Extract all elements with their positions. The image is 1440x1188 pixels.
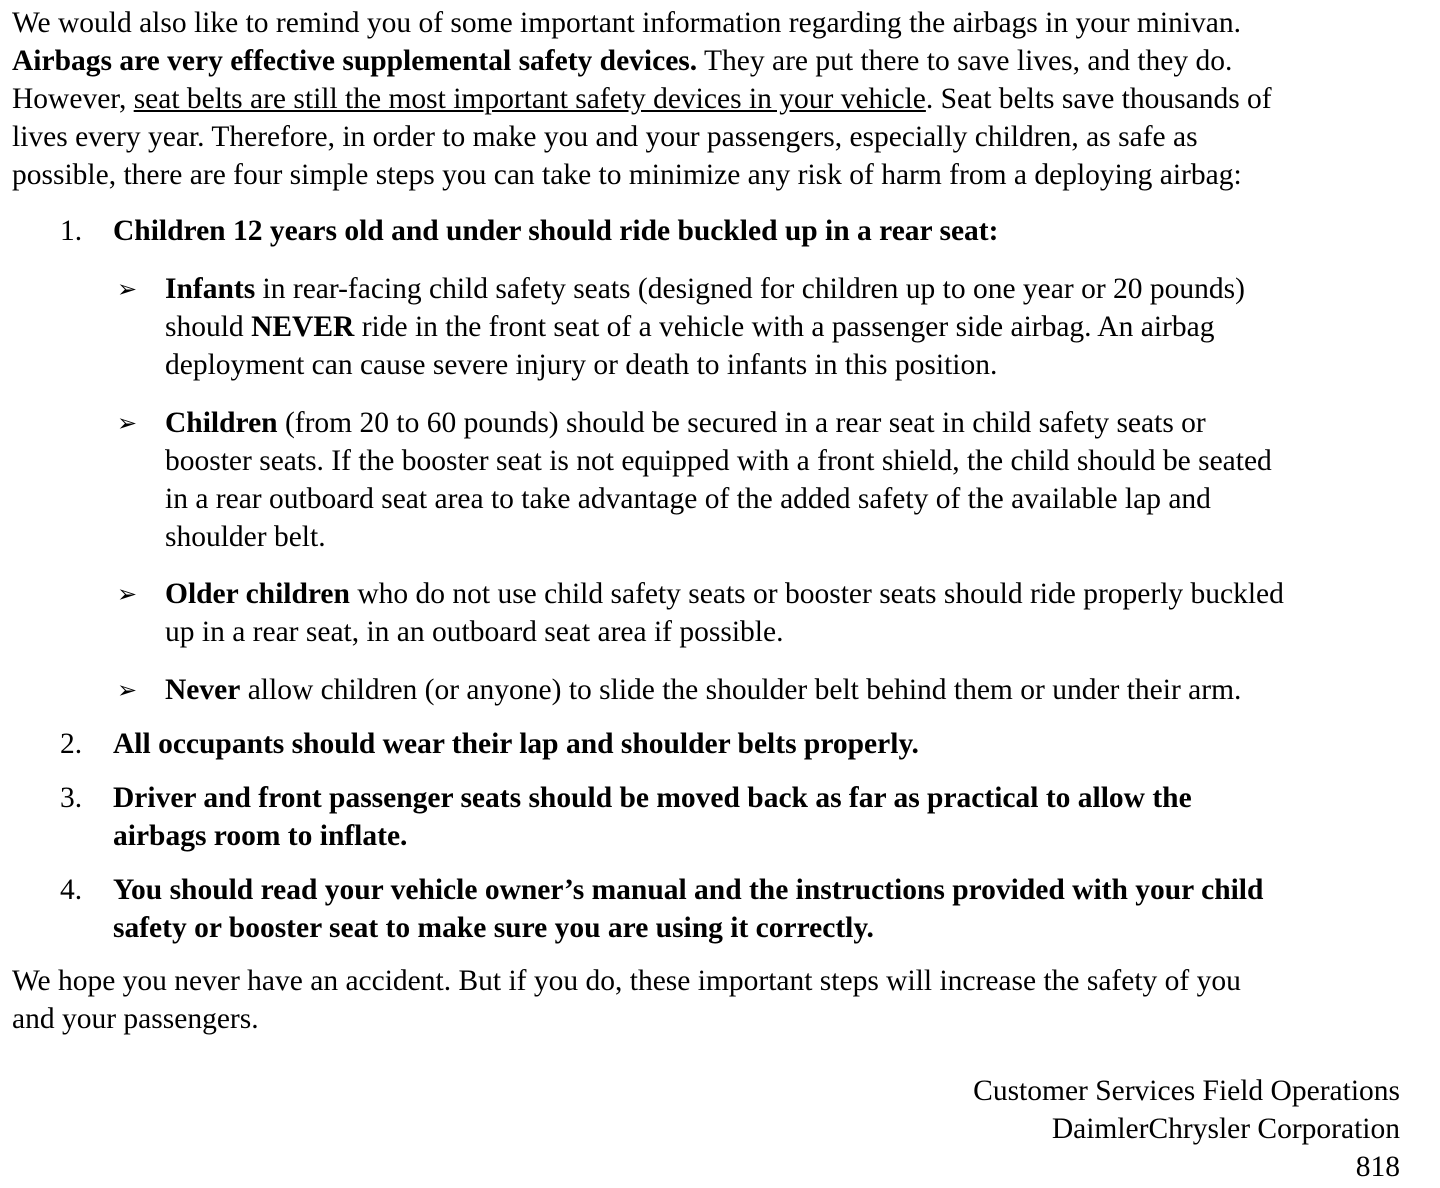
bullet-bold-lead: Infants [165, 273, 256, 305]
closing-line: and your passengers. [12, 1003, 259, 1035]
bullet-line [165, 308, 1245, 346]
bullet-line: shoulder belt. [165, 521, 326, 553]
intro-line-3-pre: However, [12, 83, 134, 115]
step-line: You should read your vehicle owner’s manual and the instructions provided with your child [113, 874, 1264, 906]
signature-company: DaimlerChrysler Corporation [1051, 1113, 1400, 1145]
bullet-line [165, 575, 1284, 613]
intro-underlined-statement: seat belts are still the most important safety devices in your vehicle [133, 83, 926, 115]
bullet-text [165, 270, 1245, 384]
step-text [113, 212, 998, 250]
bullet-line-rest: (from 20 to 60 pounds) should be secured in a rear seat in child safety seats or [277, 407, 1206, 439]
bullet-line-pre: should [165, 311, 252, 343]
bullet-line [165, 270, 1245, 308]
bullet-bold-lead: Children [165, 407, 278, 439]
step-text [113, 725, 919, 763]
bullet-line-rest: who do not use child safety seats or booster seats should ride properly buckled [349, 578, 1284, 610]
intro-line-1: We would also like to remind you of some important information regarding the airbags in your minivan. [12, 7, 1241, 39]
bullet-line-post: ride in the front seat of a vehicle with a passenger side airbag. An airbag [354, 311, 1215, 343]
intro-line-3-post: . Seat belts save thousands of [925, 83, 1272, 115]
intro-line-5: possible, there are four simple steps you can take to minimize any risk of harm from a deploying airbag: [12, 159, 1242, 191]
step-line: Children 12 years old and under should ride buckled up in a rear seat: [113, 215, 999, 247]
page-number: 818 [1355, 1151, 1400, 1183]
bullet-line-rest: in rear-facing child safety seats (designed for children up to one year or 20 pounds) [255, 273, 1245, 305]
step-number: 2. [60, 728, 83, 760]
bullet-bold-lead: Older children [165, 578, 350, 610]
signature-department: Customer Services Field Operations [973, 1075, 1400, 1107]
intro-line-2 [12, 42, 1427, 80]
bullet-line-rest: allow children (or anyone) to slide the shoulder belt behind them or under their arm. [240, 674, 1242, 706]
step-text [113, 779, 1192, 855]
intro-bold-statement: Airbags are very effective supplemental safety devices. [12, 45, 698, 77]
arrow-bullet-icon: ➢ [117, 275, 138, 303]
step-number: 3. [60, 782, 83, 814]
bullet-text [165, 404, 1272, 556]
intro-paragraph [12, 4, 1427, 194]
bullet-line: up in a rear seat, in an outboard seat area if possible. [165, 616, 784, 648]
bullet-emphasis: NEVER [251, 311, 355, 343]
bullet-text [165, 575, 1284, 651]
step-text [113, 871, 1263, 947]
intro-line-4: lives every year. Therefore, in order to make you and your passengers, especially children, as safe as [12, 121, 1198, 153]
closing-line: We hope you never have an accident. But if you do, these important steps will increase the safety of you [12, 965, 1241, 997]
bullet-bold-lead: Never [165, 674, 241, 706]
step-number: 1. [60, 215, 83, 247]
bullet-line: booster seats. If the booster seat is not equipped with a front shield, the child should be seated [165, 445, 1272, 477]
bullet-line: in a rear outboard seat area to take advantage of the added safety of the available lap and [165, 483, 1211, 515]
bullet-line [165, 671, 1241, 709]
arrow-bullet-icon: ➢ [117, 676, 138, 704]
step-line: Driver and front passenger seats should be moved back as far as practical to allow the [113, 782, 1192, 814]
arrow-bullet-icon: ➢ [117, 409, 138, 437]
intro-line-3 [12, 80, 1427, 118]
bullet-line: deployment can cause severe injury or death to infants in this position. [165, 349, 998, 381]
closing-paragraph [12, 962, 1241, 1038]
step-line: All occupants should wear their lap and shoulder belts properly. [113, 728, 919, 760]
step-line: airbags room to inflate. [113, 820, 408, 852]
bullet-line [165, 404, 1272, 442]
bullet-text [165, 671, 1241, 709]
arrow-bullet-icon: ➢ [117, 580, 138, 608]
intro-line-2-rest: They are put there to save lives, and they do. [697, 45, 1233, 77]
signature-block [973, 1072, 1400, 1186]
step-number: 4. [60, 874, 83, 906]
step-line: safety or booster seat to make sure you are using it correctly. [113, 912, 874, 944]
